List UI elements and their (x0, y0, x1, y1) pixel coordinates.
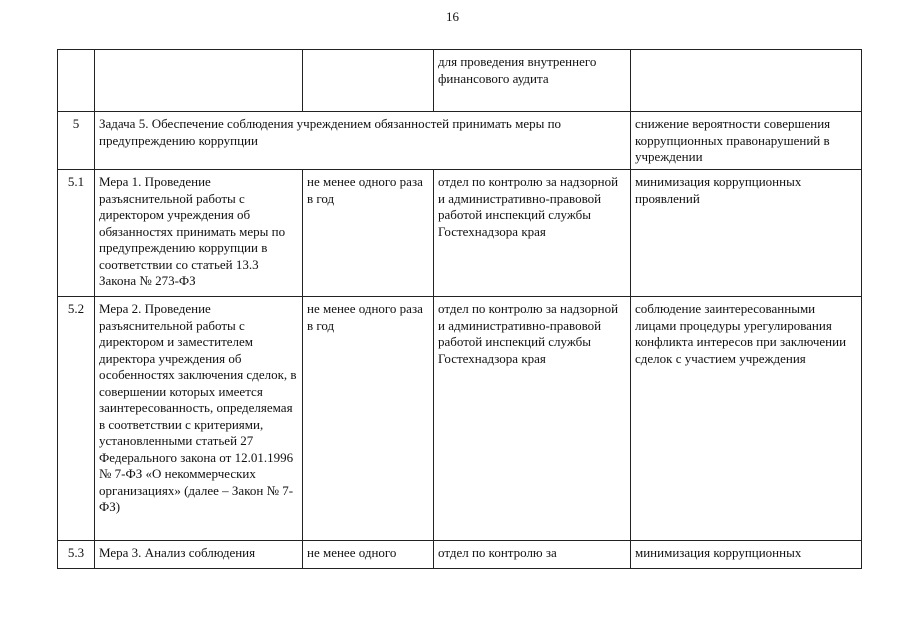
result-cell (631, 50, 862, 112)
table-row-measure-5-2 (58, 297, 862, 541)
responsible-cell: отдел по контролю за (434, 541, 631, 569)
row-number-cell (58, 50, 95, 112)
result-cell: снижение вероятности совершения коррупционных правонарушений в учреждении (631, 112, 862, 170)
row-number-cell: 5.3 (58, 541, 95, 569)
page-bottom-margin (0, 572, 905, 640)
row-number-cell: 5 (58, 112, 95, 170)
result-cell: минимизация коррупционных проявлений (631, 170, 862, 297)
measure-cell: Мера 2. Проведение разъяснительной работы с директором и заместителем директора учреждения об особенностях заключения сделок, в совершении которых имеется заинтересованность, определяемая в соответствии с критериями, установленными статьей 27 Федерального закона от 12.01.1996 № 7-ФЗ «О некоммерческих организациях» (далее – Закон № 7-ФЗ) (95, 297, 303, 541)
measure-cell: Мера 3. Анализ соблюдения (95, 541, 303, 569)
responsible-cell: для проведения внутреннего финансового аудита (434, 50, 631, 112)
responsible-cell: отдел по контролю за надзорной и административно-правовой работой инспекций службы Гостехнадзора края (434, 297, 631, 541)
measures-table (57, 49, 862, 569)
measure-cell: Мера 1. Проведение разъяснительной работы с директором учреждения об обязанностях принимать меры по предупреждению коррупции в соответствии со статьей 13.3 Закона № 273-ФЗ (95, 170, 303, 297)
table-row-measure-5-1 (58, 170, 862, 297)
period-cell: не менее одного (303, 541, 434, 569)
responsible-cell: отдел по контролю за надзорной и административно-правовой работой инспекций службы Гостехнадзора края (434, 170, 631, 297)
measure-cell (95, 50, 303, 112)
row-number-cell: 5.1 (58, 170, 95, 297)
table-row-measure-5-3 (58, 541, 862, 569)
table-row-task-5 (58, 112, 862, 170)
task-cell: Задача 5. Обеспечение соблюдения учреждением обязанностей принимать меры по предупреждению коррупции (95, 112, 631, 170)
result-cell: соблюдение заинтересованными лицами процедуры урегулирования конфликта интересов при заключении сделок с участием учреждения (631, 297, 862, 541)
period-cell: не менее одного раза в год (303, 170, 434, 297)
page-number: 16 (446, 9, 459, 24)
period-cell (303, 50, 434, 112)
row-number-cell: 5.2 (58, 297, 95, 541)
result-cell: минимизация коррупционных (631, 541, 862, 569)
table-row-continuation (58, 50, 862, 112)
period-cell: не менее одного раза в год (303, 297, 434, 541)
